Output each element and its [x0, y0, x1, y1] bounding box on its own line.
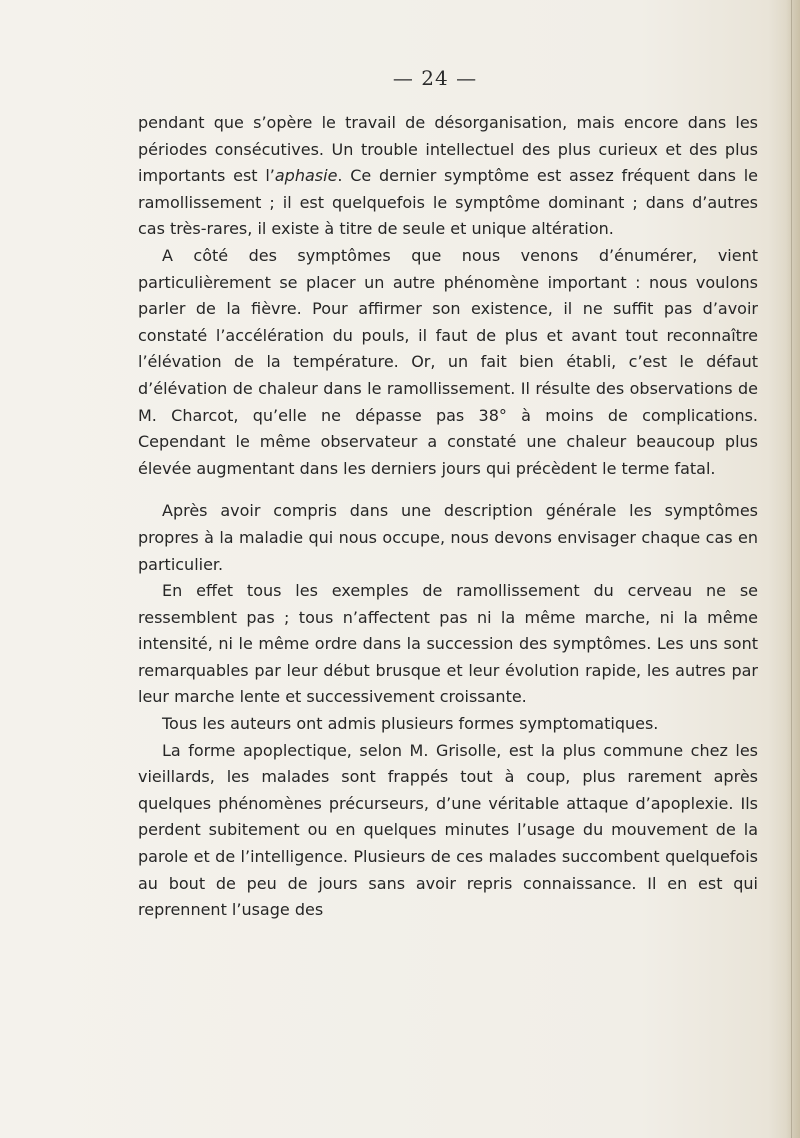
- paragraph-3: [138, 498, 758, 578]
- paragraph-1-term-aphasie: aphasie: [274, 166, 338, 186]
- page-number: — 24 —: [392, 66, 478, 90]
- paragraph-5: [138, 711, 758, 738]
- paragraph-6: [138, 738, 758, 924]
- paragraph-2: [138, 243, 758, 482]
- paragraph-1: [138, 110, 758, 243]
- page-edge-shadow: [786, 0, 800, 1138]
- paragraph-4-text: En effet tous les exemples de ramollissement du cerveau ne se ressemblent pas ; tous n’affectent pas ni la même marche, ni la même intensité, ni le même ordre dans la succession des symptômes. Les uns sont remarquables par leur début brusque et leur évolution rapide, les autres par leur marche lente et successivement croissante.: [138, 581, 758, 707]
- body-text: [138, 110, 758, 924]
- page-edge-line: [791, 0, 792, 1138]
- paragraph-3-text: Après avoir compris dans une description générale les symptômes propres à la maladie qui nous occupe, nous devons envisager chaque cas en particulier.: [138, 501, 758, 574]
- paragraph-6-text: La forme apoplectique, selon M. Grisolle, est la plus commune chez les vieillards, les malades sont frappés tout à coup, plus rarement après quelques phénomènes précurseurs, d’une véritable attaque d’apoplexie. Ils perdent subitement ou en quelques minutes l’usage du mouvement de la parole et de l’intelligence. Plusieurs de ces malades succombent quelquefois au bout de peu de jours sans avoir repris connaissance. Il en est qui reprennent l’usage des: [138, 740, 758, 920]
- paragraph-1-text-a: pendant que s’opère le travail de désorganisation, mais encore dans les périodes consécutives. Un trouble intellectuel des plus curieux et des plus importants est l’: [138, 113, 758, 186]
- paragraph-2-text: A côté des symptômes que nous venons d’énumérer, vient particulièrement se placer un autre phénomène important : nous voulons parler de la fièvre. Pour affirmer son existence, il ne suffit pas d’avoir constaté l’accélération du pouls, il faut de plus et avant tout reconnaître l’élévation de la température. Or, un fait bien établi, c’est le défaut d’élévation de chaleur dans le ramollissement. Il résulte des observations de M. Charcot, qu’elle ne dépasse pas 38° à moins de complications. Cependant le même observateur a constaté une chaleur beaucoup plus élevée augmentant dans les derniers jours qui précèdent le terme fatal.: [138, 245, 758, 478]
- paragraph-4: [138, 578, 758, 711]
- paragraph-1-text-b: . Ce dernier symptôme est assez fréquent dans le ramollissement ; il est quelquefois le symptôme dominant ; dans d’autres cas très-rares, il existe à titre de seule et unique altération.: [138, 166, 758, 239]
- paragraph-5-text: Tous les auteurs ont admis plusieurs formes symptomatiques.: [162, 714, 659, 734]
